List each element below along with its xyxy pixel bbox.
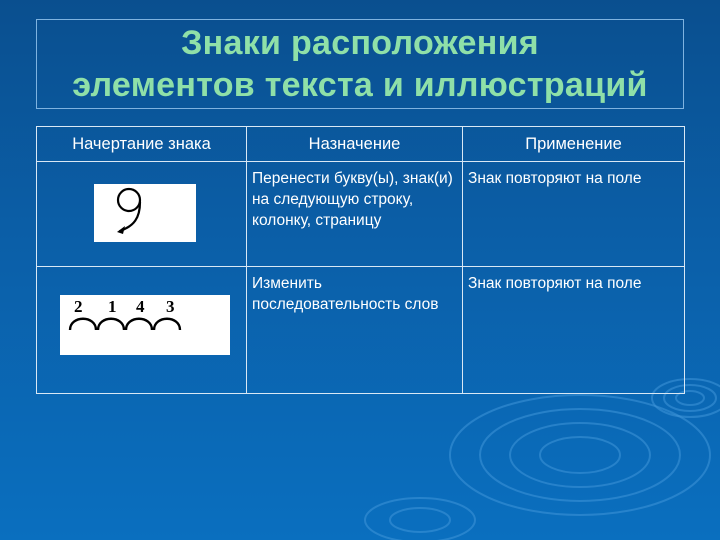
purpose-cell: Изменить последовательность слов: [247, 267, 463, 394]
title-line-1: Знаки расположения: [181, 24, 539, 62]
proofreading-signs-table: [36, 126, 685, 394]
header-purpose: Назначение: [247, 127, 463, 162]
title-line-2: элементов текста и иллюстраций: [72, 66, 648, 104]
order-label-1: 1: [108, 297, 117, 316]
line-break-mark-icon: [94, 184, 196, 242]
table-row: [37, 267, 685, 394]
table-header-row: [37, 127, 685, 162]
title-box: [36, 19, 684, 109]
usage-cell: Знак повторяют на поле: [463, 267, 685, 394]
header-usage: Применение: [463, 127, 685, 162]
word-order-mark-icon: [60, 295, 230, 355]
order-label-2: 2: [74, 297, 83, 316]
sign-cell: [37, 267, 247, 394]
header-sign-shape: Начертание знака: [37, 127, 247, 162]
sign-cell: [37, 162, 247, 267]
table-row: [37, 162, 685, 267]
order-label-4: 4: [136, 297, 145, 316]
purpose-cell: Перенести букву(ы), знак(и) на следующую строку, колонку, страницу: [247, 162, 463, 267]
usage-cell: Знак повторяют на поле: [463, 162, 685, 267]
order-label-3: 3: [166, 297, 175, 316]
